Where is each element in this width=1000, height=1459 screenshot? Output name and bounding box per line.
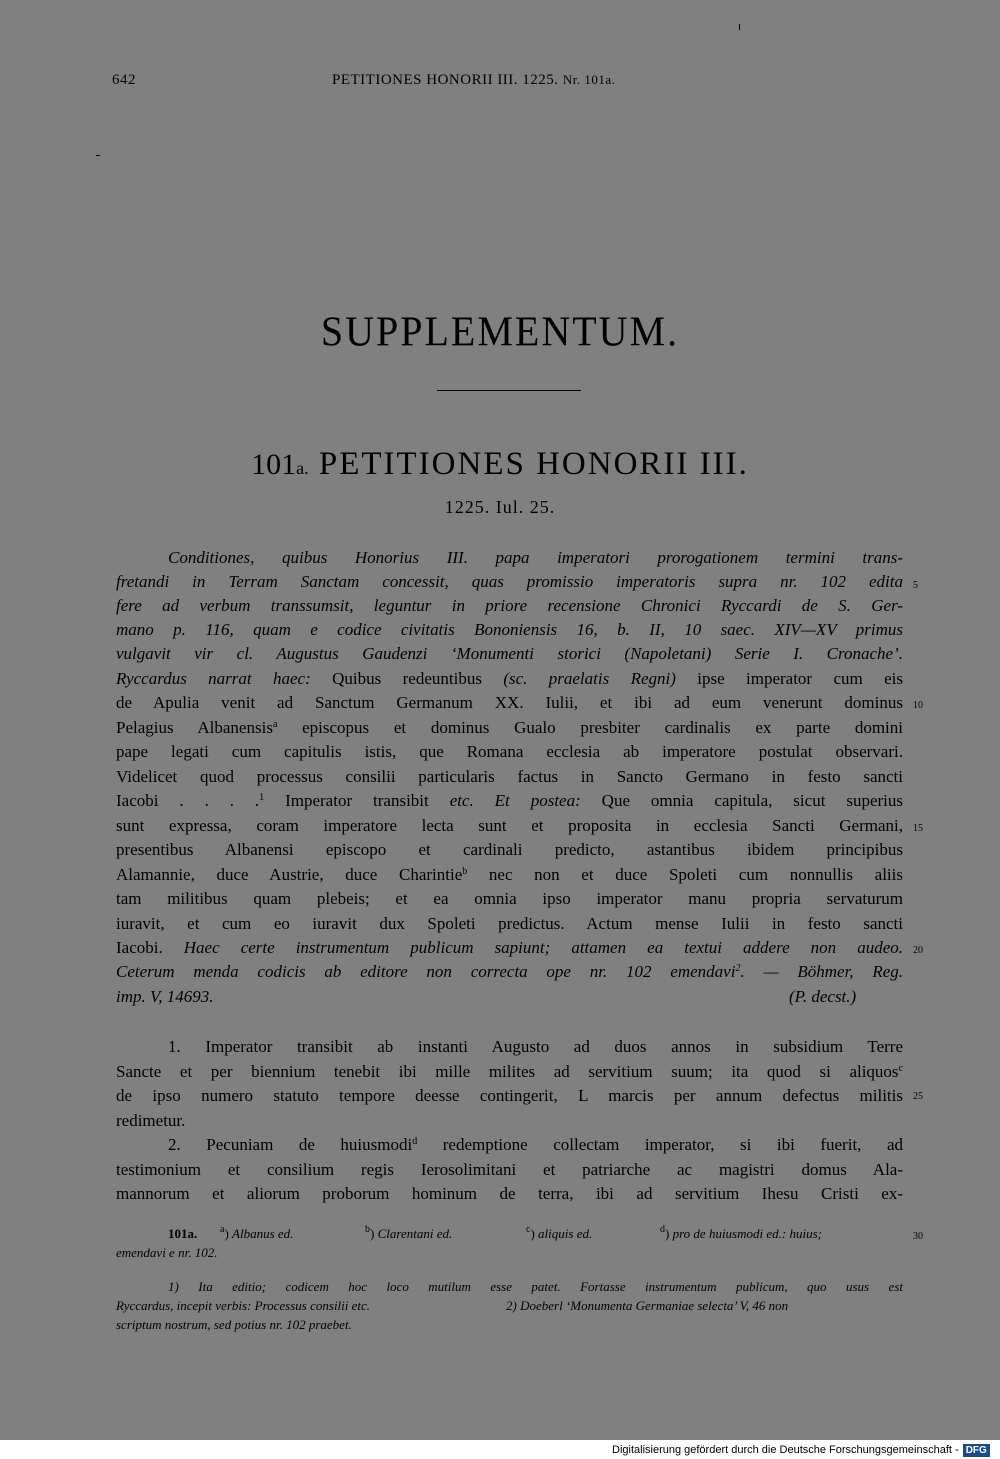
line-number: 25 bbox=[913, 1091, 923, 1102]
variant-mark: a bbox=[220, 1224, 225, 1235]
text-line: vulgavit vir cl. Augustus Gaudenzi ‘Monumenti storici (Napoletani) Serie I. Cronache’. bbox=[116, 644, 903, 663]
text-line: fere ad verbum transsumsit, leguntur in priore recensione Chronici Ryccardi de S. Ger- bbox=[116, 596, 903, 615]
running-title: PETITIONES HONORII III. 1225. bbox=[332, 72, 559, 88]
text-line: tam militibus quam plebeis; et ea omnia ipso imperator manu propria servaturum bbox=[116, 889, 903, 908]
footnote-line bbox=[116, 1297, 903, 1317]
text-run: Sancte et per biennium tenebit ibi mille milites ad servitium suum; ita quod si aliquos bbox=[116, 1062, 899, 1081]
apparatus-text: aliquis ed. bbox=[538, 1226, 593, 1241]
text-line: presentibus Albanensi episcopo et cardinali predicto, astantibus ibidem principibus bbox=[116, 840, 903, 859]
text-run: ipse imperator cum eis bbox=[675, 669, 903, 688]
text-run: redemptione collectam imperator, si ibi fuerit, ad bbox=[417, 1135, 903, 1154]
variant-mark: c bbox=[898, 1063, 903, 1074]
footnote-line: 1) Ita editio; codicem hoc loco mutilum esse patet. Fortasse instrumentum publicum, quo usus est bbox=[168, 1279, 903, 1294]
text-line: Videlicet quod processus consilii particularis factus in Sancto Germano in festo sancti bbox=[116, 767, 903, 786]
text-line bbox=[116, 1133, 903, 1157]
document-title-text: PETITIONES HONORII III. bbox=[318, 446, 749, 482]
text-line: iuravit, et cum eo iuravit dux Spoleti predictus. Actum mense Iulii in festo sancti bbox=[116, 914, 903, 933]
text-line bbox=[116, 716, 903, 740]
line-number: 15 bbox=[913, 823, 923, 834]
footnote-text: 2) Doeberl ‘Monumenta Germaniae selecta’ V, 46 non bbox=[506, 1298, 789, 1313]
variant-mark: d bbox=[412, 1136, 418, 1147]
text-line: fretandi in Terram Sanctam concessit, quas promissio imperatoris supra nr. 102 edita bbox=[116, 572, 903, 591]
line-number: 30 bbox=[913, 1231, 923, 1242]
document-suffix: a. bbox=[296, 458, 309, 478]
text-run: 2. Pecuniam de huiusmodi bbox=[168, 1135, 413, 1154]
variant-mark: b bbox=[462, 866, 468, 877]
text-line: Conditiones, quibus Honorius III. papa imperatori prorogationem termini trans- bbox=[168, 548, 903, 567]
apparatus-entry: $^b$) Clarentani ed. bbox=[365, 1224, 453, 1241]
text-line bbox=[116, 863, 903, 887]
text-run: Ryccardus narrat haec: bbox=[116, 669, 311, 688]
footnote-text: Ryccardus, incepit verbis: Processus consilii etc. bbox=[116, 1298, 371, 1313]
text-line: mannorum et aliorum proborum hominum de terra, ibi ad servitium Ihesu Cristi ex- bbox=[116, 1184, 903, 1203]
text-line bbox=[116, 789, 903, 813]
text-line: mano p. 116, quam e codice civitatis Bononiensis 16, b. II, 10 saec. XIV—XV primus bbox=[116, 620, 903, 639]
text-line: 1. Imperator transibit ab instanti Augusto ad duos annos in subsidium Terre bbox=[168, 1037, 903, 1056]
note-mark: 2 bbox=[735, 963, 741, 974]
text-line bbox=[116, 960, 903, 984]
text-run: imp. V, 14693. bbox=[116, 987, 214, 1006]
text-run: Ceterum menda codicis ab editore non correcta ope nr. 102 emendavi bbox=[116, 962, 736, 981]
apparatus-text: Clarentani ed. bbox=[377, 1226, 453, 1241]
variant-mark: c bbox=[526, 1224, 531, 1235]
dfg-logo: DFG bbox=[963, 1444, 990, 1457]
text-run: episcopus et dominus Gualo presbiter cardinalis ex parte domini bbox=[277, 718, 904, 737]
text-run: Haec certe instrumentum publicum sapiunt; attamen ea textui addere non audeo. bbox=[162, 938, 903, 957]
text-run: Que omnia capitula, sicut superius bbox=[580, 791, 903, 810]
footnote-line: scriptum nostrum, sed potius nr. 102 praebet. bbox=[116, 1317, 352, 1332]
apparatus-text: pro de huiusmodi ed.: huius; bbox=[672, 1226, 822, 1241]
text-run: Iacobi . . . . bbox=[116, 791, 260, 810]
apparatus-text: Albanus ed. bbox=[232, 1226, 294, 1241]
line-number: 5 bbox=[913, 580, 918, 591]
text-line: de Apulia venit ad Sanctum Germanum XX. Iulii, et ibi ad eum venerunt dominus bbox=[116, 693, 903, 712]
document-title bbox=[0, 446, 1000, 483]
apparatus-line: emendavi e nr. 102. bbox=[116, 1245, 218, 1260]
text-line: redimetur. bbox=[116, 1111, 186, 1130]
text-run: Pelagius Albanensis bbox=[116, 718, 273, 737]
line-number: 10 bbox=[913, 700, 923, 711]
apparatus-label: 101a. bbox=[168, 1226, 198, 1241]
text-run: etc. Et postea: bbox=[449, 791, 581, 810]
text-line: sunt expressa, coram imperatore lecta sunt et proposita in ecclesia Sancti Germani, bbox=[116, 816, 903, 835]
text-run: (sc. praelatis Regni) bbox=[503, 669, 676, 688]
text-line: pape legati cum capitulis istis, que Romana ecclesia ab imperatore postulat observari. bbox=[116, 742, 903, 761]
text-line bbox=[116, 1060, 903, 1084]
text-run: Iacobi. bbox=[116, 938, 163, 957]
apparatus-entry: $^a$) Albanus ed. bbox=[220, 1224, 294, 1241]
document-number: 101 bbox=[251, 448, 297, 481]
line-number: 20 bbox=[913, 945, 923, 956]
text-line bbox=[116, 936, 903, 960]
note-mark: 1 bbox=[259, 792, 265, 803]
credit-text: Digitalisierung gefördert durch die Deutsche Forschungsgemeinschaft - bbox=[612, 1444, 959, 1456]
text-run: Alamannie, duce Austrie, duce Charintie bbox=[116, 865, 463, 884]
section-title: SUPPLEMENTUM. bbox=[320, 307, 680, 356]
scan-mark bbox=[96, 155, 100, 156]
apparatus-line bbox=[116, 1225, 903, 1245]
document-date: 1225. Iul. 25. bbox=[444, 497, 556, 517]
digitization-credit bbox=[612, 1441, 990, 1459]
text-run: (P. decst.) bbox=[789, 987, 857, 1006]
variant-mark: d bbox=[660, 1224, 665, 1235]
variant-mark: b bbox=[365, 1224, 370, 1235]
apparatus-entry: $^c$) aliquis ed. bbox=[526, 1224, 593, 1241]
text-line bbox=[116, 985, 903, 1009]
variant-mark: a bbox=[272, 719, 278, 730]
apparatus-entry: $^d$) pro de huiusmodi ed.: huius; bbox=[660, 1224, 822, 1241]
text-run: nec non et duce Spoleti cum nonnullis aliis bbox=[467, 865, 903, 884]
page-number: 642 bbox=[112, 72, 136, 88]
scan-mark bbox=[739, 24, 740, 30]
text-line bbox=[116, 667, 903, 691]
text-run: . — Böhmer, Reg. bbox=[740, 962, 904, 981]
text-line: de ipso numero statuto tempore deesse contingerit, L marcis per annum defectus militis bbox=[116, 1086, 903, 1105]
text-run: Quibus redeuntibus bbox=[310, 669, 504, 688]
running-head bbox=[332, 72, 615, 89]
text-line: testimonium et consilium regis Ierosolimitani et patriarche ac magistri domus Ala- bbox=[116, 1160, 903, 1179]
text-run: Imperator transibit bbox=[264, 791, 450, 810]
running-nr: Nr. 101a. bbox=[562, 72, 616, 87]
divider-rule bbox=[437, 390, 581, 391]
